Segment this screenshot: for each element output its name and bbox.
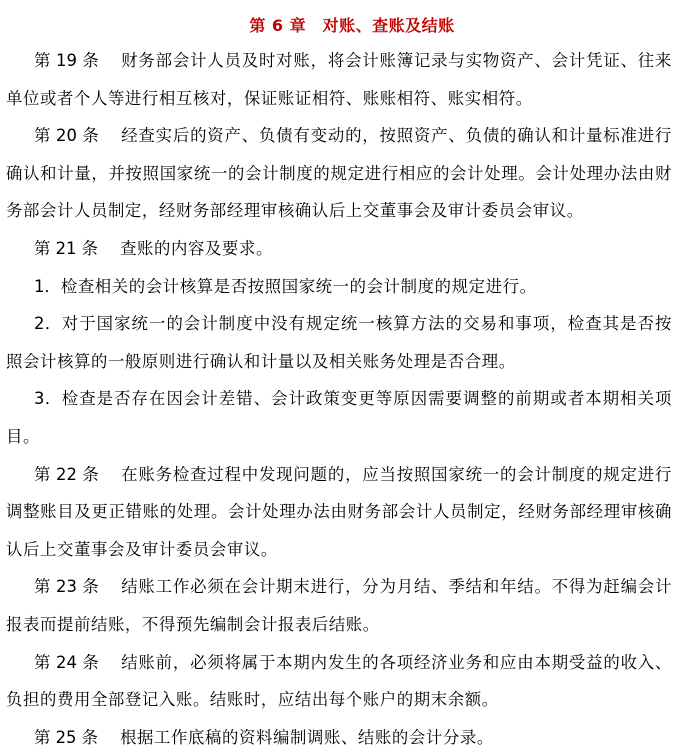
article-text: 经查实后的资产、负债有变动的，按照资产、负债的确认和计量标准进行确认和计量，并按照国家统一的会计制度的规定进行相应的会计处理。会计处理办法由财务部会计人员制定，经财务部经理审核确认后上交董事会及审计委员会审议。 bbox=[6, 126, 673, 221]
article-label: 第 21 条 bbox=[34, 238, 99, 258]
article-text: 结账工作必须在会计期末进行，分为月结、季结和年结。不得为赶编会计报表而提前结账，不得预先编制会计报表后结账。 bbox=[6, 577, 673, 634]
article-label: 第 22 条 bbox=[34, 464, 99, 484]
list-item-1 bbox=[6, 268, 672, 306]
article-text: 查账的内容及要求。 bbox=[120, 238, 273, 258]
article-label: 第 25 条 bbox=[34, 727, 99, 747]
article-25 bbox=[6, 719, 672, 756]
article-label: 第 24 条 bbox=[34, 652, 99, 672]
list-item-label: 3． bbox=[34, 389, 62, 409]
article-21 bbox=[6, 230, 672, 268]
article-label: 第 23 条 bbox=[34, 577, 99, 597]
list-item-label: 2． bbox=[34, 314, 62, 334]
article-text: 财务部会计人员及时对账，将会计账簿记录与实物资产、会计凭证、往来单位或者个人等进行相互核对，保证账证相符、账账相符、账实相符。 bbox=[6, 51, 673, 108]
article-24 bbox=[6, 644, 672, 719]
article-label: 第 20 条 bbox=[34, 126, 99, 146]
article-text: 结账前，必须将属于本期内发生的各项经济业务和应由本期受益的收入、负担的费用全部登记入账。结账时，应结出每个账户的期末余额。 bbox=[6, 652, 673, 710]
chapter-title: 第 6 章 对账、查账及结账 bbox=[249, 16, 455, 35]
article-label: 第 19 条 bbox=[34, 51, 99, 70]
list-item-text: 对于国家统一的会计制度中没有规定统一核算方法的交易和事项，检查其是否按照会计核算的一般原则进行确认和计量以及相关账务处理是否合理。 bbox=[6, 314, 673, 371]
list-item-2 bbox=[6, 305, 672, 380]
article-23 bbox=[6, 568, 672, 643]
list-item-label: 1． bbox=[34, 276, 61, 296]
list-item-text: 检查相关的会计核算是否按照国家统一的会计制度的规定进行。 bbox=[60, 276, 537, 296]
article-19 bbox=[6, 42, 672, 117]
article-text: 在账务检查过程中发现问题的，应当按照国家统一的会计制度的规定进行调整账目及更正错账的处理。会计处理办法由财务部会计人员制定，经财务部经理审核确认后上交董事会及审计委员会审议。 bbox=[6, 464, 673, 559]
article-22 bbox=[6, 456, 672, 569]
article-20 bbox=[6, 117, 672, 230]
list-item-text: 检查是否存在因会计差错、会计政策变更等原因需要调整的前期或者本期相关项目。 bbox=[6, 389, 673, 446]
article-text: 根据工作底稿的资料编制调账、结账的会计分录。 bbox=[120, 727, 494, 747]
list-item-3 bbox=[6, 380, 672, 455]
